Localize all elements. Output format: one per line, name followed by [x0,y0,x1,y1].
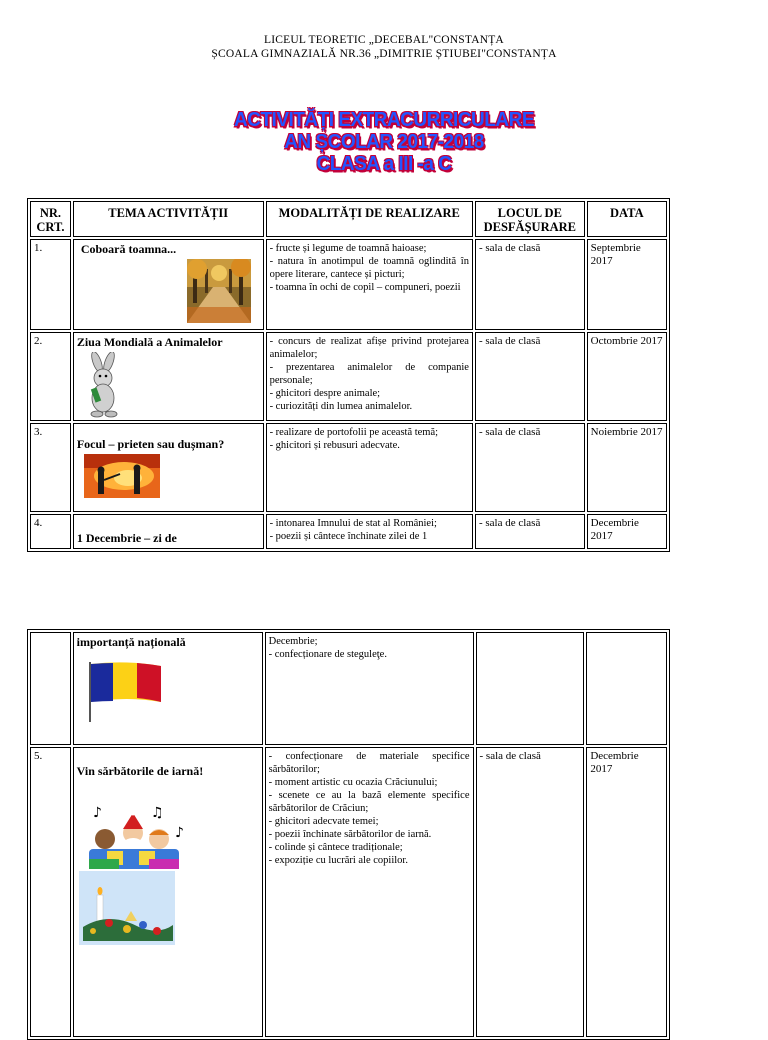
row-tema-text: 1 Decembrie – zi de [76,531,177,545]
row-tema [73,423,264,512]
row-tema [73,747,263,1037]
row-tema [73,239,264,330]
romanian-flag-image [87,658,163,722]
row-data: Decembrie 2017 [587,514,667,549]
row-nr: 3. [30,423,71,512]
mod-item: - curiozități din lumea animalelor. [269,401,413,412]
title-line-1: ACTIVITĂȚI EXTRACURRICULARE [234,109,534,132]
row-loc: - sala de clasă [475,423,585,512]
mod-item: - concurs de realizat afișe privind protejarea animalelor; [269,336,469,360]
row-tema-text: Coboară toamna... [80,242,177,256]
row-loc: - sala de clasă [475,332,585,421]
mod-item: - confecționare de materiale specifice sărbătorilor; [268,751,470,775]
activities-table-continued [27,629,670,1040]
row-nr: 5. [30,747,71,1037]
document-title [0,110,768,176]
svg-text:♪: ♪ [92,805,102,821]
mod-item: - ghicitori adecvate temei; [268,816,379,827]
autumn-forest-image [187,259,251,323]
school-header [0,33,768,61]
mod-item: - intonarea Imnului de stat al României; [269,518,437,529]
row-mod [266,239,473,330]
title-line-3: CLASA a III -a C [316,153,452,176]
mod-item: - expoziție cu lucrări ale copiilor. [268,855,408,866]
activities-table [27,198,670,552]
row-tema [73,632,263,745]
row-tema-text: importanță națională [76,635,186,649]
row-data: Octombrie 2017 [587,332,667,421]
row-data: Septembrie 2017 [587,239,667,330]
mod-item: - fructe și legume de toamnă haioase; [269,243,427,254]
mod-item: - poezii închinate sărbătorilor de iarnă. [268,829,432,840]
table-header-row [30,201,667,237]
row-mod [265,747,474,1037]
row-tema-text: Vin sărbătorile de iarnă! [76,764,204,778]
mod-item: - scenete ce au la bază elemente specifice sărbătorilor de Crăciun; [268,790,470,814]
row-data [586,632,667,745]
row-data: Noiembrie 2017 [587,423,667,512]
row-mod [266,423,473,512]
col-mod: MODALITĂȚI DE REALIZARE [266,201,473,237]
row-tema-text: Focul – prieten sau dușman? [76,437,225,451]
school-line-2: ȘCOALA GIMNAZIALĂ NR.36 „DIMITRIE ȘTIUBEI"CONSTANȚA [211,48,557,60]
row-nr: 1. [30,239,71,330]
col-nr: NR. CRT. [30,201,71,237]
row-loc: - sala de clasă [475,239,585,330]
bunny-image [81,352,125,418]
mod-item: - poezii și cântece închinate zilei de 1 [269,531,428,542]
row-loc: - sala de clasă [476,747,585,1037]
mod-item: - colinde și cântece tradiționale; [268,842,403,853]
title-line-2: AN ȘCOLAR 2017-2018 [284,131,484,154]
christmas-candles-image [79,871,175,945]
mod-item: - moment artistic cu ocazia Crăciunului; [268,777,438,788]
row-loc: - sala de clasă [475,514,585,549]
col-data: DATA [587,201,667,237]
svg-text:♪: ♪ [174,825,184,841]
school-line-1: LICEUL TEORETIC „DECEBAL"CONSTANȚA [264,34,504,46]
svg-text:♫: ♫ [150,805,164,821]
row-tema [73,332,264,421]
row-data: Decembrie 2017 [586,747,667,1037]
table-row [30,332,667,421]
mod-item: - realizare de portofolii pe această temă; [269,427,439,438]
row-mod [266,332,473,421]
row-nr: 4. [30,514,71,549]
table-row [30,514,667,549]
table-row [30,632,667,745]
mod-item: Decembrie; [268,636,318,647]
col-tema: TEMA ACTIVITĂȚII [73,201,264,237]
row-tema-text: Ziua Mondială a Animalelor [76,335,223,349]
row-nr: 2. [30,332,71,421]
mod-item: - ghicitori despre animale; [269,388,381,399]
mod-item: - confecționare de steguleţe. [268,649,387,660]
mod-item: - ghicitori și rebusuri adecvate. [269,440,400,451]
row-mod [266,514,473,549]
row-loc [476,632,585,745]
row-mod [265,632,474,745]
table-row [30,747,667,1037]
row-tema [73,514,264,549]
table-row [30,423,667,512]
mod-item: - natura în anotimpul de toamnă oglindită în opere literare, cantece și picturi; [269,256,469,280]
table-row [30,239,667,330]
mod-item: - prezentarea animalelor de companie personale; [269,362,469,386]
firefighters-image [84,454,160,498]
col-loc: LOCUL DE DESFĂȘURARE [475,201,585,237]
mod-item: - toamna în ochi de copil – compuneri, poezii [269,282,461,293]
row-nr [30,632,71,745]
carolers-image [79,803,189,871]
